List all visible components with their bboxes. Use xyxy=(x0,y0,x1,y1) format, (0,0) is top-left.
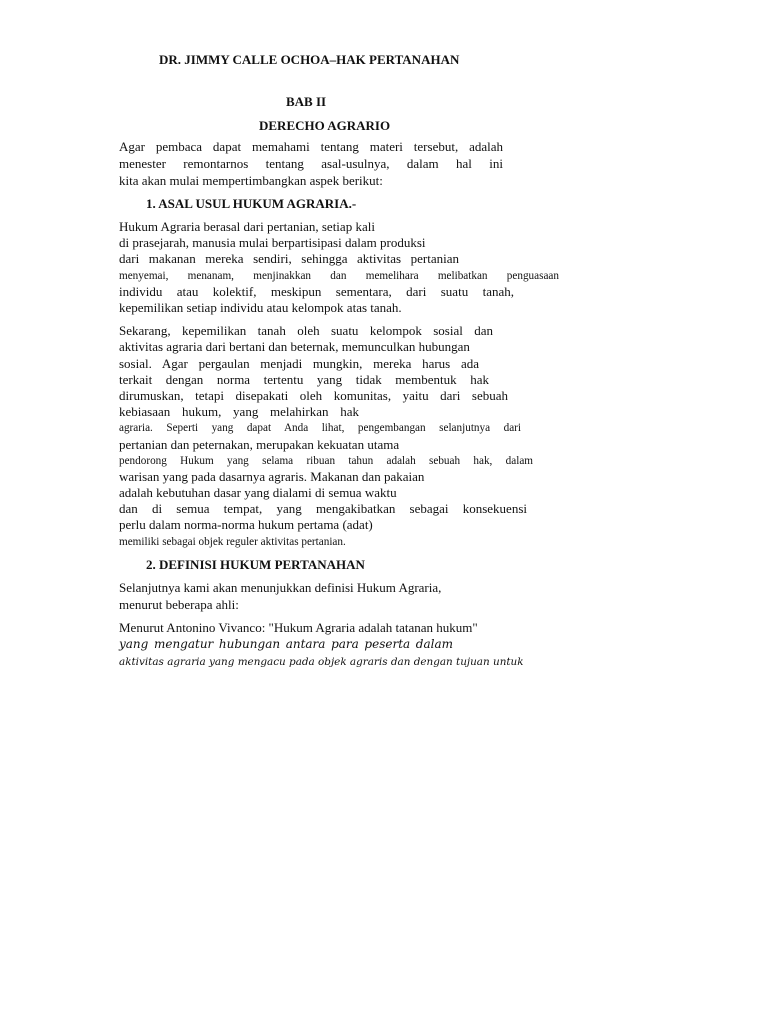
paragraph-line: Selanjutnya kami akan menunjukkan definisi Hukum Agraria, xyxy=(119,580,442,595)
paragraph-line: dan di semua tempat, yang mengakibatkan sebagai konsekuensi xyxy=(119,501,527,516)
chapter-title: DERECHO AGRARIO xyxy=(259,118,391,133)
paragraph-line: menurut beberapa ahli: xyxy=(119,597,239,612)
intro-line: Agar pembaca dapat memahami tentang materi tersebut, adalah xyxy=(119,139,503,154)
chapter-number: BAB II xyxy=(286,94,327,109)
paragraph-line: warisan yang pada dasarnya agraris. Makanan dan pakaian xyxy=(119,469,425,484)
paragraph-line: sosial. Agar pergaulan menjadi mungkin, mereka harus ada xyxy=(119,356,479,371)
paragraph-line: Sekarang, kepemilikan tanah oleh suatu kelompok sosial dan xyxy=(119,323,493,338)
section-2-heading: 2. DEFINISI HUKUM PERTANAHAN xyxy=(146,557,365,572)
paragraph-line: di prasejarah, manusia mulai berpartisipasi dalam produksi xyxy=(119,235,426,250)
paragraph-line: pertanian dan peternakan, merupakan kekuatan utama xyxy=(119,437,400,452)
quote-line: aktivitas agraria yang mengacu pada objek agraris dan dengan tujuan untuk xyxy=(119,656,524,668)
intro-line: menester remontarnos tentang asal-usulnya, dalam hal ini xyxy=(119,156,503,171)
paragraph-line: Hukum Agraria berasal dari pertanian, setiap kali xyxy=(119,219,375,234)
paragraph-line: dari makanan mereka sendiri, sehingga aktivitas pertanian xyxy=(119,251,459,266)
section-1-heading: 1. ASAL USUL HUKUM AGRARIA.- xyxy=(146,196,357,211)
paragraph-line: perlu dalam norma-norma hukum pertama (adat) xyxy=(119,517,373,532)
paragraph-line: kebiasaan hukum, yang melahirkan hak xyxy=(119,404,359,419)
paragraph-line: terkait dengan norma tertentu yang tidak membentuk hak xyxy=(119,372,489,387)
paragraph-line: individu atau kolektif, meskipun sementara, dari suatu tanah, xyxy=(119,284,514,299)
paragraph-line: agraria. Seperti yang dapat Anda lihat, pengembangan selanjutnya dari xyxy=(119,422,521,434)
paragraph-line: aktivitas agraria dari bertani dan beternak, memunculkan hubungan xyxy=(119,339,470,354)
paragraph-line: memiliki sebagai objek reguler aktivitas pertanian. xyxy=(119,536,346,548)
quote-line: yang mengatur hubungan antara para peserta dalam xyxy=(119,637,453,651)
paragraph-line: pendorong Hukum yang selama ribuan tahun adalah sebuah hak, dalam xyxy=(119,455,533,467)
paragraph-line: dirumuskan, tetapi disepakati oleh komunitas, yaitu dari sebuah xyxy=(119,388,508,403)
paragraph-line: kepemilikan setiap individu atau kelompok atas tanah. xyxy=(119,300,402,315)
intro-line: kita akan mulai mempertimbangkan aspek berikut: xyxy=(119,173,383,188)
paragraph-line: menyemai, menanam, menjinakkan dan memelihara melibatkan penguasaan xyxy=(119,270,559,282)
document-header-title: DR. JIMMY CALLE OCHOA–HAK PERTANAHAN xyxy=(159,52,460,67)
paragraph-line: adalah kebutuhan dasar yang dialami di semua waktu xyxy=(119,485,397,500)
quote-line: Menurut Antonino Vivanco: "Hukum Agraria adalah tatanan hukum" xyxy=(119,620,478,635)
